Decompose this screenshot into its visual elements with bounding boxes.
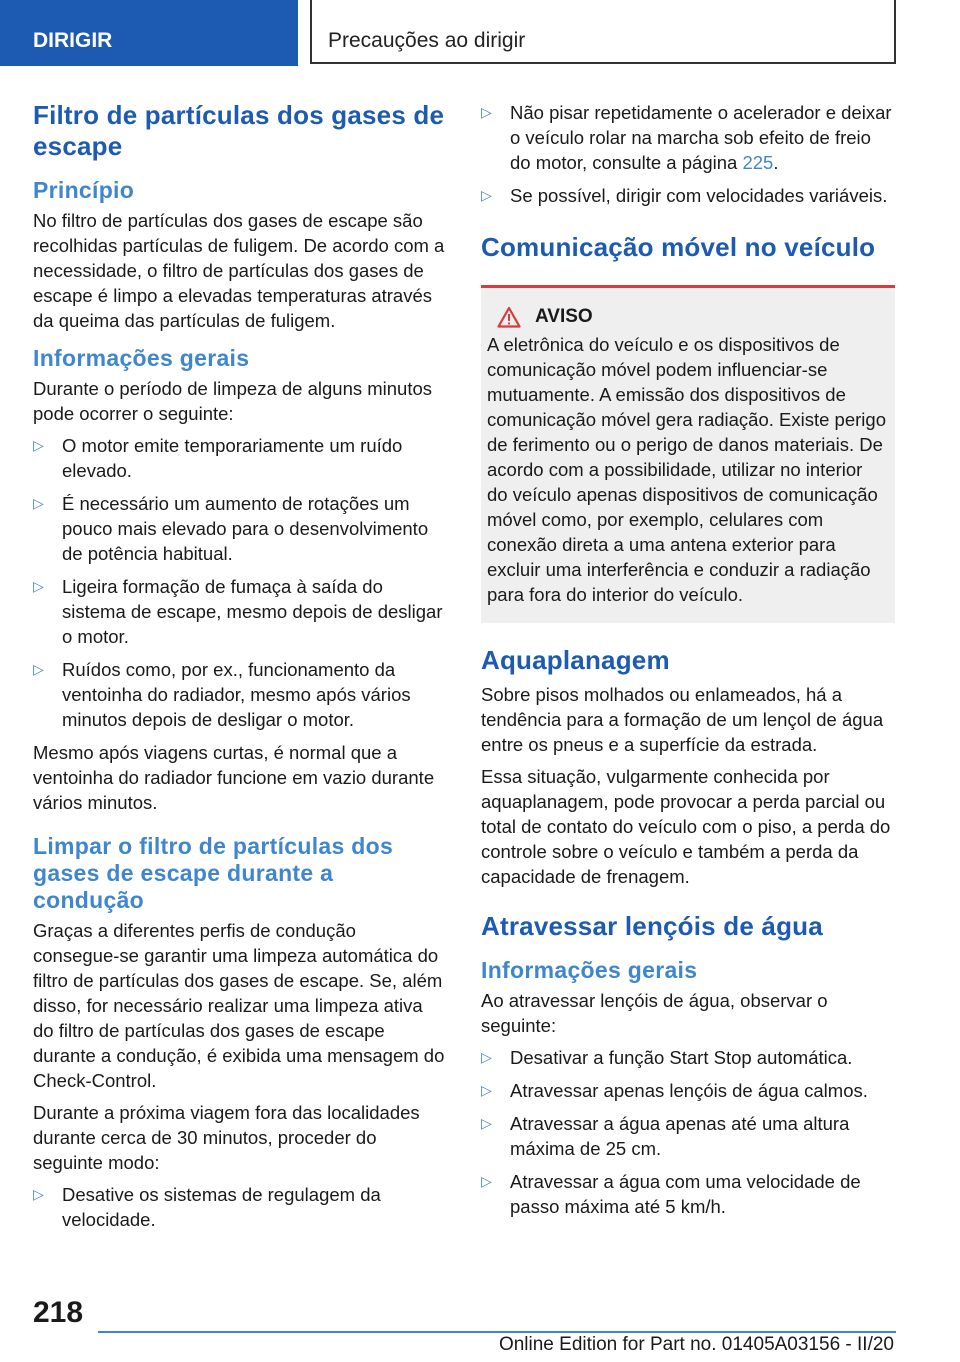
- bullet-icon: ▷: [33, 661, 44, 677]
- paragraph-atravessar-intro: Ao atravessar lençóis de água, observar o seguinte:: [481, 990, 828, 1036]
- bullet-icon: ▷: [481, 1049, 492, 1065]
- paragraph-info-intro: Durante o período de limpeza de alguns minutos pode ocorrer o seguinte:: [33, 378, 433, 424]
- title-aquaplanagem: Aquaplanagem: [481, 645, 670, 675]
- bullet-icon: ▷: [481, 104, 492, 120]
- list-item: ▷ Atravessar a água com uma velocidade de passo máxima até 5 km/h.: [481, 1171, 861, 1217]
- heading-informacoes-gerais: Informações gerais: [33, 345, 250, 371]
- bullet-icon: ▷: [33, 578, 44, 594]
- list-continued: [481, 100, 895, 208]
- paragraph-aquaplanagem-2: Essa situação, vulgarmente conhecida por aquaplanagem, pode provocar a perda parcial ou total de contato do veículo com o piso, a perda do controle sobre o veículo e também a perda da capacidade de frenagem.: [481, 766, 891, 887]
- paragraph-principio: No filtro de partículas dos gases de escape são recolhidas partículas de fuligem. De acordo com a necessidade, o filtro de partículas dos gases de escape é limpo a elevadas temperaturas através da queima das partículas de fuligem.: [33, 210, 445, 331]
- edition-info: Online Edition for Part no. 01405A03156 - II/20: [498, 1334, 894, 1355]
- footer-rule: [98, 1331, 896, 1333]
- list-item: ▷ Atravessar a água apenas até uma altura máxima de 25 cm.: [481, 1113, 850, 1159]
- warning-triangle-icon: [497, 306, 521, 328]
- section-tab: DIRIGIR: [0, 0, 298, 66]
- list-item: ▷ Ruídos como, por ex., funcionamento da ventoinha do radiador, mesmo após vários minutos depois de desligar o motor.: [33, 659, 411, 730]
- paragraph-aquaplanagem-1: Sobre pisos molhados ou enlameados, há a tendência para a formação de um lençol de água entre os pneus e a superfície da estrada.: [481, 684, 884, 755]
- bullet-icon: ▷: [481, 1082, 492, 1098]
- bullet-icon: ▷: [33, 1186, 44, 1202]
- list-item: ▷ Não pisar repetidamente o acelerador e deixar o veículo rolar na marcha sob efeito de freio do motor, consulte a página 225.: [481, 102, 892, 173]
- left-column: [33, 100, 447, 1240]
- chapter-title: Precauções ao dirigir: [310, 0, 896, 64]
- list-item: ▷ Se possível, dirigir com velocidades variáveis.: [481, 185, 888, 206]
- list-limpar: [33, 1182, 447, 1232]
- title-atravessar: Atravessar lençóis de água: [481, 911, 823, 941]
- bullet-icon: ▷: [481, 1173, 492, 1189]
- bullet-icon: ▷: [33, 437, 44, 453]
- title-filtro: Filtro de partículas dos gases de escape: [33, 100, 445, 161]
- list-item: ▷ Desativar a função Start Stop automática.: [481, 1047, 853, 1068]
- list-item: ▷ Atravessar apenas lençóis de água calmos.: [481, 1080, 868, 1101]
- paragraph-limpar-1: Graças a diferentes perfis de condução consegue-se garantir uma limpeza automática do filtro de partículas dos gases de escape. Se, além disso, for necessário realizar uma limpeza ativa do filtro de partículas dos gases de escape durante a condução, é exibida uma mensagem do Check-Control.: [33, 920, 445, 1091]
- page-number: 218: [33, 1296, 84, 1329]
- warning-box: [481, 288, 895, 623]
- bullet-icon: ▷: [33, 495, 44, 511]
- page-header: [0, 0, 960, 66]
- list-atravessar: [481, 1045, 895, 1219]
- right-column: [481, 100, 895, 1227]
- warning-label: AVISO: [535, 306, 593, 327]
- heading-principio: Princípio: [33, 177, 135, 203]
- list-info: [33, 433, 447, 732]
- list-item: ▷ Desative os sistemas de regulagem da velocidade.: [33, 1184, 381, 1230]
- paragraph-info-outro: Mesmo após viagens curtas, é normal que a ventoinha do radiador funcione em vazio durante vários minutos.: [33, 742, 435, 813]
- bullet-icon: ▷: [481, 187, 492, 203]
- paragraph-limpar-2: Durante a próxima viagem fora das localidades durante cerca de 30 minutos, proceder do seguinte modo:: [33, 1102, 420, 1173]
- list-item: ▷ O motor emite temporariamente um ruído elevado.: [33, 435, 403, 481]
- heading-limpar: Limpar o filtro de partículas dos gases de escape durante a condução: [33, 833, 394, 913]
- page-reference-link[interactable]: 225: [742, 152, 774, 173]
- list-item: ▷ É necessário um aumento de rotações um pouco mais elevado para o desenvolvimento de potência habitual.: [33, 493, 429, 564]
- warning-text: A eletrônica do veículo e os dispositivos de comunicação móvel podem influenciar-se mutuamente. A emissão dos dispositivos de comunicação móvel gera radiação. Existe perigo de ferimento ou o perigo de danos materiais. De acordo com a possibilidade, utilizar no interior do veículo apenas dispositivos de comunicação móvel como, por exemplo, celulares com conexão direta a uma antena exterior para excluir uma interferência e conduzir a radiação para fora do interior do veículo.: [487, 334, 886, 605]
- title-comunicacao: Comunicação móvel no veículo: [481, 232, 876, 262]
- warning-header: [487, 306, 887, 328]
- bullet-icon: ▷: [481, 1115, 492, 1131]
- heading-atravessar-info: Informações gerais: [481, 957, 698, 983]
- list-item: ▷ Ligeira formação de fumaça à saída do sistema de escape, mesmo depois de desligar o motor.: [33, 576, 443, 647]
